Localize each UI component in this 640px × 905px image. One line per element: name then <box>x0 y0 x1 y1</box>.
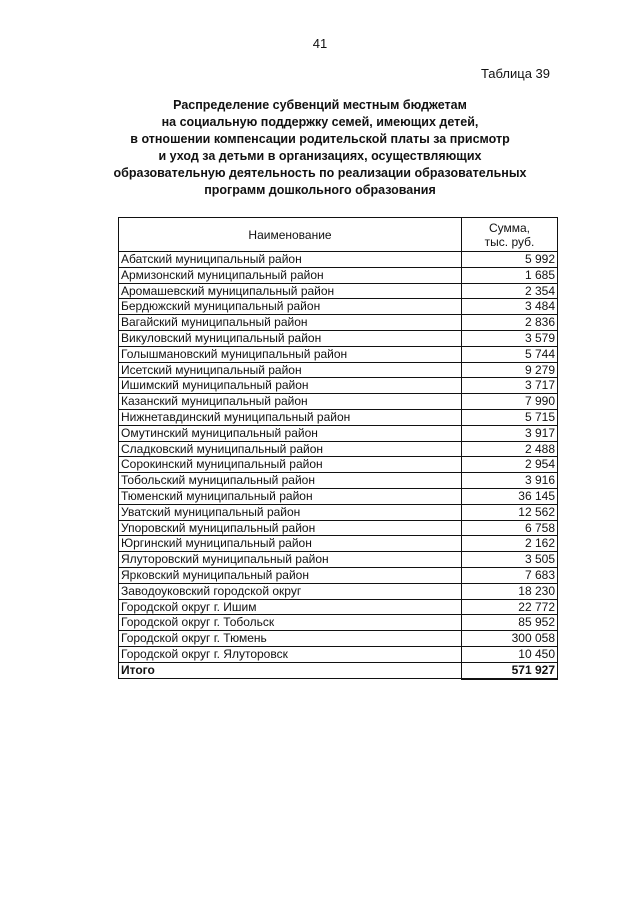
table-label: Таблица 39 <box>480 66 550 81</box>
row-sum: 2 354 <box>462 283 558 299</box>
row-name: Абатский муниципальный район <box>119 252 462 268</box>
title-line: программ дошкольного образования <box>204 183 436 197</box>
title-line: на социальную поддержку семей, имеющих детей, <box>161 115 479 129</box>
title-line: образовательную деятельность по реализации образовательных <box>113 166 527 180</box>
row-name: Ярковский муниципальный район <box>119 567 462 583</box>
table-row <box>119 473 558 489</box>
table-row <box>119 646 558 662</box>
table-row <box>119 299 558 315</box>
row-sum: 22 772 <box>462 599 558 615</box>
row-sum: 36 145 <box>462 488 558 504</box>
table-row <box>119 346 558 362</box>
row-sum: 10 450 <box>462 646 558 662</box>
title-line: и уход за детьми в организациях, осуществляющих <box>158 149 482 163</box>
row-sum: 5 744 <box>462 346 558 362</box>
table-row <box>119 520 558 536</box>
row-name: Нижнетавдинский муниципальный район <box>119 409 462 425</box>
table-row <box>119 488 558 504</box>
row-sum: 3 484 <box>462 299 558 315</box>
total-row <box>119 662 558 678</box>
row-name: Уватский муниципальный район <box>119 504 462 520</box>
row-name: Ишимский муниципальный район <box>119 378 462 394</box>
row-name: Городской округ г. Ишим <box>119 599 462 615</box>
row-name: Юргинский муниципальный район <box>119 536 462 552</box>
table-row <box>119 583 558 599</box>
document-title <box>0 97 640 199</box>
row-name: Сладковский муниципальный район <box>119 441 462 457</box>
table-row <box>119 267 558 283</box>
table-row <box>119 599 558 615</box>
row-sum: 7 683 <box>462 567 558 583</box>
row-name: Казанский муниципальный район <box>119 394 462 410</box>
table-row <box>119 631 558 647</box>
row-name: Исетский муниципальный район <box>119 362 462 378</box>
row-name: Викуловский муниципальный район <box>119 330 462 346</box>
row-sum: 12 562 <box>462 504 558 520</box>
row-sum: 300 058 <box>462 631 558 647</box>
table-row <box>119 315 558 331</box>
table-row <box>119 457 558 473</box>
row-name: Аромашевский муниципальный район <box>119 283 462 299</box>
subvention-table <box>118 217 558 680</box>
row-sum: 2 836 <box>462 315 558 331</box>
table-row <box>119 394 558 410</box>
row-sum: 3 579 <box>462 330 558 346</box>
row-name: Омутинский муниципальный район <box>119 425 462 441</box>
table-row <box>119 409 558 425</box>
table-row <box>119 552 558 568</box>
row-sum: 9 279 <box>462 362 558 378</box>
table-row <box>119 536 558 552</box>
row-sum: 5 992 <box>462 252 558 268</box>
row-sum: 3 916 <box>462 473 558 489</box>
table-row <box>119 362 558 378</box>
row-name: Городской округ г. Тюмень <box>119 631 462 647</box>
row-sum: 85 952 <box>462 615 558 631</box>
header-name: Наименование <box>119 218 462 252</box>
row-name: Тюменский муниципальный район <box>119 488 462 504</box>
title-line: в отношении компенсации родительской платы за присмотр <box>130 132 510 146</box>
table-row <box>119 615 558 631</box>
row-name: Упоровский муниципальный район <box>119 520 462 536</box>
row-sum: 3 505 <box>462 552 558 568</box>
row-name: Вагайский муниципальный район <box>119 315 462 331</box>
table-row <box>119 567 558 583</box>
row-sum: 3 717 <box>462 378 558 394</box>
total-label: Итого <box>119 662 462 678</box>
row-name: Тобольский муниципальный район <box>119 473 462 489</box>
row-name: Городской округ г. Тобольск <box>119 615 462 631</box>
table-row <box>119 252 558 268</box>
page-number: 41 <box>312 36 328 51</box>
table-header-row <box>119 218 558 252</box>
row-sum: 2 954 <box>462 457 558 473</box>
total-sum: 571 927 <box>462 662 558 678</box>
row-sum: 2 162 <box>462 536 558 552</box>
table-row <box>119 283 558 299</box>
row-sum: 18 230 <box>462 583 558 599</box>
table-row <box>119 425 558 441</box>
table-row <box>119 330 558 346</box>
table-body <box>119 252 558 663</box>
table-row <box>119 504 558 520</box>
title-line: Распределение субвенций местным бюджетам <box>173 98 467 112</box>
row-sum: 5 715 <box>462 409 558 425</box>
row-name: Голышмановский муниципальный район <box>119 346 462 362</box>
header-sum-line1: Сумма, <box>488 220 531 235</box>
table-row <box>119 378 558 394</box>
row-sum: 6 758 <box>462 520 558 536</box>
row-sum: 7 990 <box>462 394 558 410</box>
row-name: Бердюжский муниципальный район <box>119 299 462 315</box>
table-row <box>119 441 558 457</box>
row-sum: 2 488 <box>462 441 558 457</box>
row-name: Заводоуковский городской округ <box>119 583 462 599</box>
row-sum: 1 685 <box>462 267 558 283</box>
row-name: Армизонский муниципальный район <box>119 267 462 283</box>
row-name: Сорокинский муниципальный район <box>119 457 462 473</box>
row-name: Ялуторовский муниципальный район <box>119 552 462 568</box>
header-sum-line2: тыс. руб. <box>484 234 535 249</box>
header-sum <box>462 218 558 252</box>
row-sum: 3 917 <box>462 425 558 441</box>
row-name: Городской округ г. Ялуторовск <box>119 646 462 662</box>
